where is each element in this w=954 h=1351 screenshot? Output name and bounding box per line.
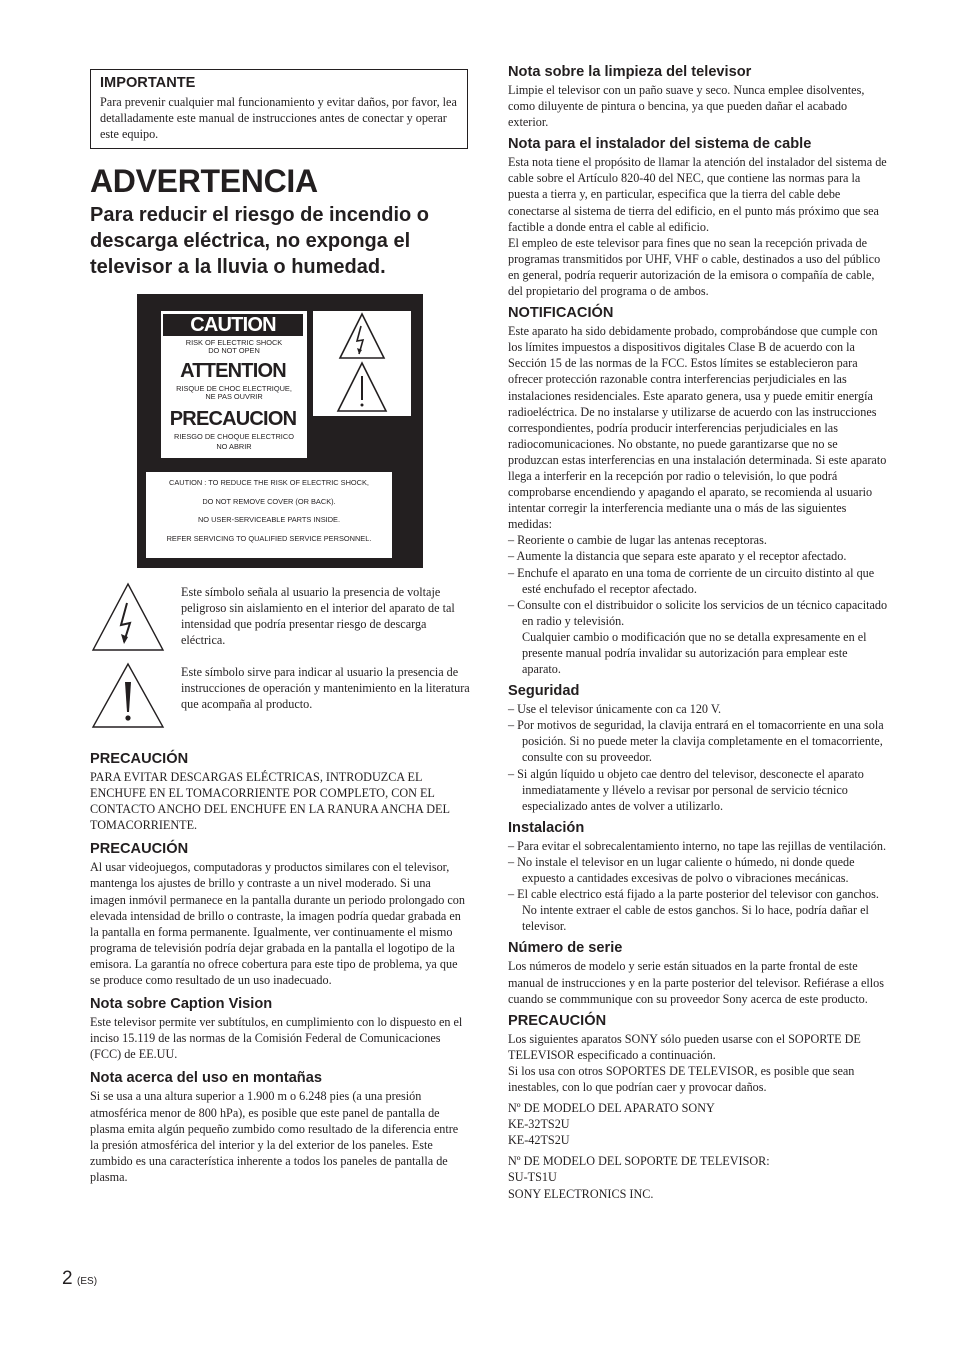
stand-list [508,1153,888,1201]
lightning-description: Este símbolo señala al usuario la presencia de voltaje peligroso sin aislamiento en el interior del aparato de tal intensidad que podría presentar riesgo de descarga eléctrica. [181,585,455,648]
caution-label-instructions [146,472,392,558]
list-item: – Aumente la distancia que separa este aparato y el receptor afectado. [508,549,847,564]
seguridad-title: Seguridad [508,683,580,700]
precaucion-2-text: Al usar videojuegos, computadoras y productos similares con el televisor, mantenga los ajustes de brillo y contraste a un nivel moderado. Si una imagen inmóvil permanece en la pantalla durante un periodo prolongado con elevada intensidad de brillo o contraste, la imagen podría quedar grabada en la pantalla en forma permanente. Igualmente, ver continuamente el mismo programa de televisión podría dejar grabada en la pantalla el logotipo de la emisora. La garantía no ofrece cobertura para este tipo de problema, ya que se produce como resultado de un uso inadecuado. [90,860,465,988]
cable-title: Nota para el instalador del sistema de cable [508,136,812,153]
exclamation-icon [90,661,166,731]
notificacion-text: Este aparato ha sido debidamente probado, comprobándose que cumple con los límites impuestos a dispositivos digitales Clase B de acuerdo con la Sección 15 de las normas de la FCC. Estos límites se establecieron para ofrecer protección razonable contra interferencias perjudiciales en las instalaciones residenciales. Este aparato genera, usa y puede emitir energía radioeléctrica. De no instalarse y utilizarse de acuerdo con las instrucciones correspondientes, podría producir interferencias perjudiciales en las radiocomunicaciones. No obstante, no puede garantizarse que no se produzcan estas interferencias en una instalación determinada. Si este aparato llega a interferir en la recepción por radio o televisión, lo que podrá comprobarse encendiendo y apagando el aparato, se recomienda al usuario intentar corregir la interferencia mediante una o más de las siguientes medidas: [508,324,887,532]
page-number-value: 2 [62,1268,73,1289]
montanas-text: Si se usa a una altura superior a 1.900 m o 6.248 pies (a una presión atmosférica menor de 800 hPa), es posible que este panel de pantalla de plasma emita algún pequeño zumbido como resultado de la diferencia entre la presión atmosférica del interior y la del exterior de los paneles. Este zumbido es una característica inherente a todos los paneles de pantalla de plasma. [90,1089,459,1184]
precaucion-heading: PRECAUCION [169,408,297,430]
precaucion-sub2: NO ABRIR [216,442,252,451]
model-item: KE-32TS2U [508,1117,570,1132]
numero-serie-text: Los números de modelo y serie están situados en la parte frontal de este manual de instrucciones y en la parte posterior del televisor. Refiérase a ellos cuando se commmunique con su proveedor Sony acerca de este producto. [508,959,884,1006]
instalacion-title: Instalación [508,819,585,836]
montanas-title: Nota acerca del uso en montañas [90,1070,322,1087]
precaucion-right-text-2: Si los usa con otros SOPORTES DE TELEVISOR, es posible que sean inestables, con lo que podrían caer y provocar daños. [508,1063,855,1094]
left-column [90,64,470,1184]
model-heading: Nº DE MODELO DEL APARATO SONY [508,1101,715,1116]
list-item: – Enchufe el aparato en una toma de corriente de un circuito distinto al que esté enchufado el receptor afectado. [508,565,875,596]
list-item: – No instale el televisor en un lugar caliente o húmedo, ni donde quede expuesto a cantidades excesivas de polvo o vibraciones mecánicas. [508,854,855,886]
list-item: – Si algún líquido u objeto cae dentro del televisor, desconecte el aparato inmediatamente y llévelo a revisar por personal de servicio técnico especializado antes de volver a utilizarlo. [508,766,864,813]
caution-label-text-panel [161,311,307,458]
numero-serie-title: Número de serie [508,940,623,957]
right-column [508,64,888,1202]
list-item: – Reoriente o cambie de lugar las antenas receptoras. [508,533,767,548]
stand-item: SU-TS1U [508,1170,557,1185]
caption-vision-text: Este televisor permite ver subtítulos, en cumplimiento con lo dispuesto en el inciso 15.119 de las normas de la Comisión Federal de Comunicaciones (FCC) de EE.UU. [90,1015,463,1062]
page-title: ADVERTENCIA [90,163,318,200]
model-list [508,1100,888,1148]
label-bottom-line1: CAUTION : TO REDUCE THE RISK OF ELECTRIC SHOCK, [169,478,369,487]
caution-sub2: DO NOT OPEN [208,346,260,355]
importante-box [90,69,468,149]
page-number-suffix: (ES) [77,1276,98,1287]
importante-text: Para prevenir cualquier mal funcionamiento y evitar daños, por favor, lea detalladamente este manual de instrucciones antes de conectar y operar este equipo. [100,95,457,142]
model-item: KE-42TS2U [508,1133,570,1148]
limpieza-title: Nota sobre la limpieza del televisor [508,64,752,80]
list-item: – Use el televisor únicamente con ca 120 V. [508,702,722,717]
caution-sub1: RISK OF ELECTRIC SHOCK [185,338,283,347]
stand-maker: SONY ELECTRONICS INC. [508,1186,654,1201]
lightning-icon [90,581,166,653]
label-bottom-line4: REFER SERVICING TO QUALIFIED SERVICE PERSONNEL. [166,534,372,543]
warning-subtitle: Para reducir el riesgo de incendio o descarga eléctrica, no exponga el televisor a la lluvia o humedad. [90,204,429,279]
attention-sub1: RISQUE DE CHOC ELECTRIQUE, [176,384,292,393]
caption-vision-title: Nota sobre Caption Vision [90,996,273,1013]
list-item: – Para evitar el sobrecalentamiento interno, no tape las rejillas de ventilación. [508,838,887,853]
stand-heading: Nº DE MODELO DEL SOPORTE DE TELEVISOR: [508,1154,770,1169]
importante-title: IMPORTANTE [100,75,196,91]
attention-sub2: NE PAS OUVRIR [205,392,263,401]
precaucion-2-title: PRECAUCIÓN [90,841,189,858]
attention-heading: ATTENTION [180,360,286,382]
exclamation-description: Este símbolo sirve para indicar al usuario la presencia de instrucciones de operación y mantenimiento en la literatura que acompaña al producto. [181,665,470,712]
label-bottom-line2: DO NOT REMOVE COVER (OR BACK). [202,497,336,506]
notificacion-title: NOTIFICACIÓN [508,305,614,322]
list-item: – Consulte con el distribuidor o solicite los servicios de un técnico capacitado en radio y televisión. [508,597,888,628]
label-bottom-line3: NO USER-SERVICEABLE PARTS INSIDE. [197,515,341,524]
precaucion-right-text-1: Los siguientes aparatos SONY sólo pueden usarse con el SOPORTE DE TELEVISOR especificado a continuación. [508,1031,861,1062]
precaucion-1-title: PRECAUCIÓN [90,751,189,767]
page-number [62,1268,97,1290]
list-item: – El cable electrico está fijado a la parte posterior del televisor con ganchos. No intente extraer el cable de estos ganchos. Si lo hace, podría dañar el televisor. [508,887,879,934]
list-item: – Por motivos de seguridad, la clavija entrará en el tomacorriente en una sola posición. Si no puede meter la clavija completamente en el tomacorriente, consulte con su proveedor. [508,718,884,765]
notificacion-note: Cualquier cambio o modificación que no se detalla expresamente en el presente manual podría invalidar su autorización para emplear este aparato. [522,629,867,677]
cable-text-1: Esta nota tiene el propósito de llamar la atención del instalador del sistema de cable sobre el Artículo 820-40 del NEC, que contiene las normas para la puesta a tierra y, en particular, especifica que la tierra del cable debe conectarse al sistema de tierra del edificio, en el punto más próximo que sea factible a donde entra el cable al edificio. [508,155,887,234]
limpieza-text: Limpie el televisor con un paño suave y seco. Nunca emplee disolventes, como diluyente de pintura o bencina, ya que pueden dañar el acabado exterior. [508,83,865,130]
cable-text-2: El empleo de este televisor para fines que no sean la recepción privada de programas transmitidos por UHF, VHF o cable, destinados a uso del público en general, podría requerir autorización de la emisora o compañía de cable, del propietario del programa o de ambos. [508,235,881,299]
label-exclamation-icon [313,361,411,416]
caution-heading: CAUTION [163,314,303,336]
label-lightning-icon [313,311,411,363]
left-sections [90,751,468,1185]
precaucion-1-text: PARA EVITAR DESCARGAS ELÉCTRICAS, INTRODUZCA EL ENCHUFE EN EL TOMACORRIENTE POR COMPLETO, CON EL CONTACTO ANCHO DEL ENCHUFE EN LA RANURA ANCHA DEL TOMACORRIENTE. [90,770,450,833]
caution-label [137,294,423,568]
precaucion-right-title: PRECAUCIÓN [508,1012,607,1029]
precaucion-sub1: RIESGO DE CHOQUE ELECTRICO [174,432,294,441]
